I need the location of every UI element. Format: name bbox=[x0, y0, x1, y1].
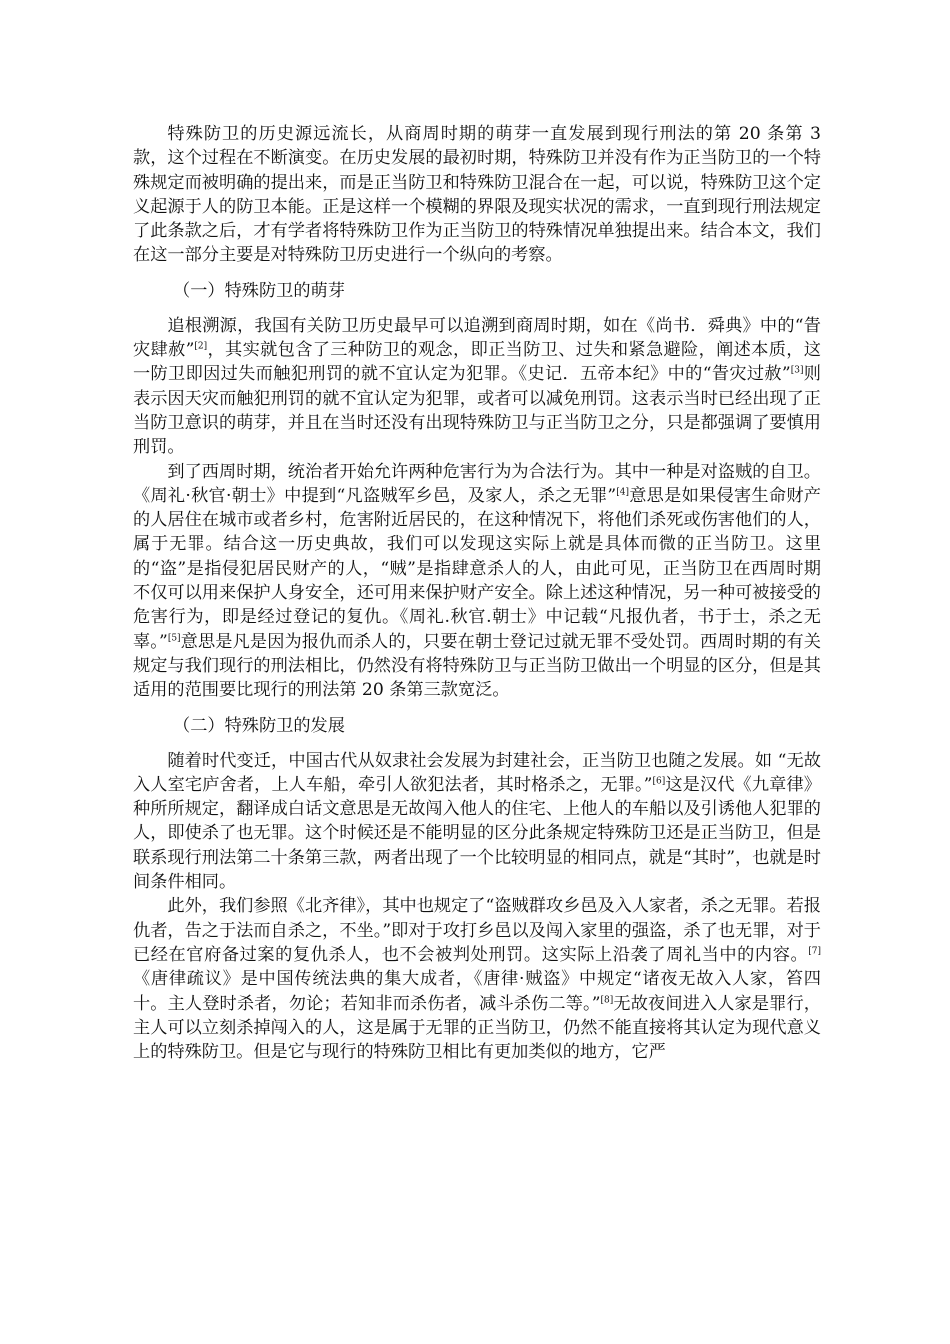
paragraph-text: 追根溯源，我国有关防卫历史最早可以追溯到商周时期，如在《尚书．舜典》中的“眚灾肆赦” bbox=[133, 315, 821, 361]
paragraph-text: ，其实就包含了三种防卫的观念，即正当防卫、过失和紧急避险，阐述本质，这一防卫即因过失而触犯刑罚的就不宜认定为犯罪。《史记．五帝本纪》中的“眚灾过赦” bbox=[133, 340, 821, 385]
paragraph-text: 意思是凡是因为报仇而杀人的，只要在朝士登记过就无罪不受处罚。西周时期的有关规定与我们现行的刑法相比，仍然没有将特殊防卫与正当防卫做出一个明显的区分，但是其适用的范围要比现行的刑法第 20 条第三款宽泛。 bbox=[133, 631, 821, 701]
paragraph-northern-qi-tang bbox=[133, 894, 821, 1064]
paragraph-text: 到了西周时期，统治者开始允许两种危害行为为合法行为。其中一种是对盗贼的自卫。《周礼·秋官·朝士》中提到“凡盗贼军乡邑，及家人，杀之无罪” bbox=[133, 461, 821, 506]
paragraph-text: 《唐律疏议》是中国传统法典的集大成者，《唐律·贼盗》中规定“诸夜无故入人家，笞四十。主人登时杀者，勿论；若知非而杀伤者，减斗杀伤二等。” bbox=[133, 969, 821, 1014]
paragraph-text: 则表示因天灾而触犯刑罚的就不宜认定为犯罪，或者可以减免刑罚。这表示当时已经出现了正当防卫意识的萌芽，并且在当时还没有出现特殊防卫与正当防卫之分，只是都强调了要慎用刑罚。 bbox=[133, 364, 821, 458]
citation-ref: [3] bbox=[790, 365, 804, 376]
paragraph-text: 随着时代变迁，中国古代从奴隶社会发展为封建社会，正当防卫也随之发展。如 “无故入人室宅庐舍者，上人车船，牵引人欲犯法者，其时格杀之，无罪。” bbox=[133, 750, 821, 795]
document-page bbox=[133, 122, 821, 1064]
citation-ref: [6] bbox=[652, 776, 666, 787]
paragraph-western-zhou bbox=[133, 460, 821, 703]
citation-ref: [8] bbox=[600, 994, 614, 1005]
paragraph-text: 此外，我们参照《北齐律》，其中也规定了“盗贼群攻乡邑及入人家者，杀之无罪。若报仇者，告之于法而自杀之，不坐。”即对于攻打乡邑以及闯入家里的强盗，杀了也无罪，对于已经在官府备过案的复仇杀人，也不会被判处刑罚。这实际上沿袭了周礼当中的内容。 bbox=[133, 896, 821, 965]
citation-ref: [4] bbox=[616, 487, 629, 498]
citation-ref: [2] bbox=[194, 341, 208, 352]
paragraph-han-dynasty bbox=[133, 749, 821, 895]
paragraph-text: 意思是如果侵害生命财产的人居住在城市或者乡村，危害附近居民的，在这种情况下，将他们杀死或伤害他们的人，属于无罪。结合这一历史典故，我们可以发现这实际上就是具体而微的正当防卫。这里的“盗”是指侵犯居民财产的人，“贼”是指肆意杀人的人，由此可见，正当防卫在西周时期不仅可以用来保护人身安全，还可用来保护财产安全。除上述这种情况，另一种可被接受的危害行为，即是经过登记的复仇。《周礼.秋官.朝士》中记载“凡报仇者，书于士，杀之无辜。” bbox=[133, 485, 821, 652]
section-heading-origin: （一）特殊防卫的萌芽 bbox=[173, 280, 345, 301]
section-heading-development: （二）特殊防卫的发展 bbox=[173, 715, 345, 736]
paragraph-origin-shang-zhou bbox=[133, 314, 821, 460]
paragraph-intro: 特殊防卫的历史源远流长，从商周时期的萌芽一直发展到现行刑法的第 20 条第 3 款，这个过程在不断演变。在历史发展的最初时期，特殊防卫并没有作为正当防卫的一个特殊规定而被明确的提出来，而是正当防卫和特殊防卫混合在一起，可以说，特殊防卫这个定义起源于人的防卫本能。正是这样一个模糊的界限及现实状况的需求，一直到现行刑法规定了此条款之后，才有学者将特殊防卫作为正当防卫的特殊情况单独提出来。结合本文，我们在这一部分主要是对特殊防卫历史进行一个纵向的考察。 bbox=[133, 124, 821, 266]
citation-ref: [5] bbox=[167, 632, 181, 643]
citation-ref: [7] bbox=[808, 946, 821, 957]
paragraph-text: 无故夜间进入人家是罪行，主人可以立刻杀掉闯入的人，这是属于无罪的正当防卫，仍然不能直接将其认定为现代意义上的特殊防卫。但是它与现行的特殊防卫相比有更加类似的地方，它严 bbox=[133, 993, 821, 1063]
paragraph-text: 这是汉代《九章律》种所所规定，翻译成白话文意思是无故闯入他人的住宅、上他人的车船以及引诱他人犯罪的人，即使杀了也无罪。这个时候还是不能明显的区分此条规定特殊防卫还是正当防卫，但是联系现行刑法第二十条第三款，两者出现了一个比较明显的相同点，就是“其时”，也就是时间条件相同。 bbox=[133, 774, 821, 893]
